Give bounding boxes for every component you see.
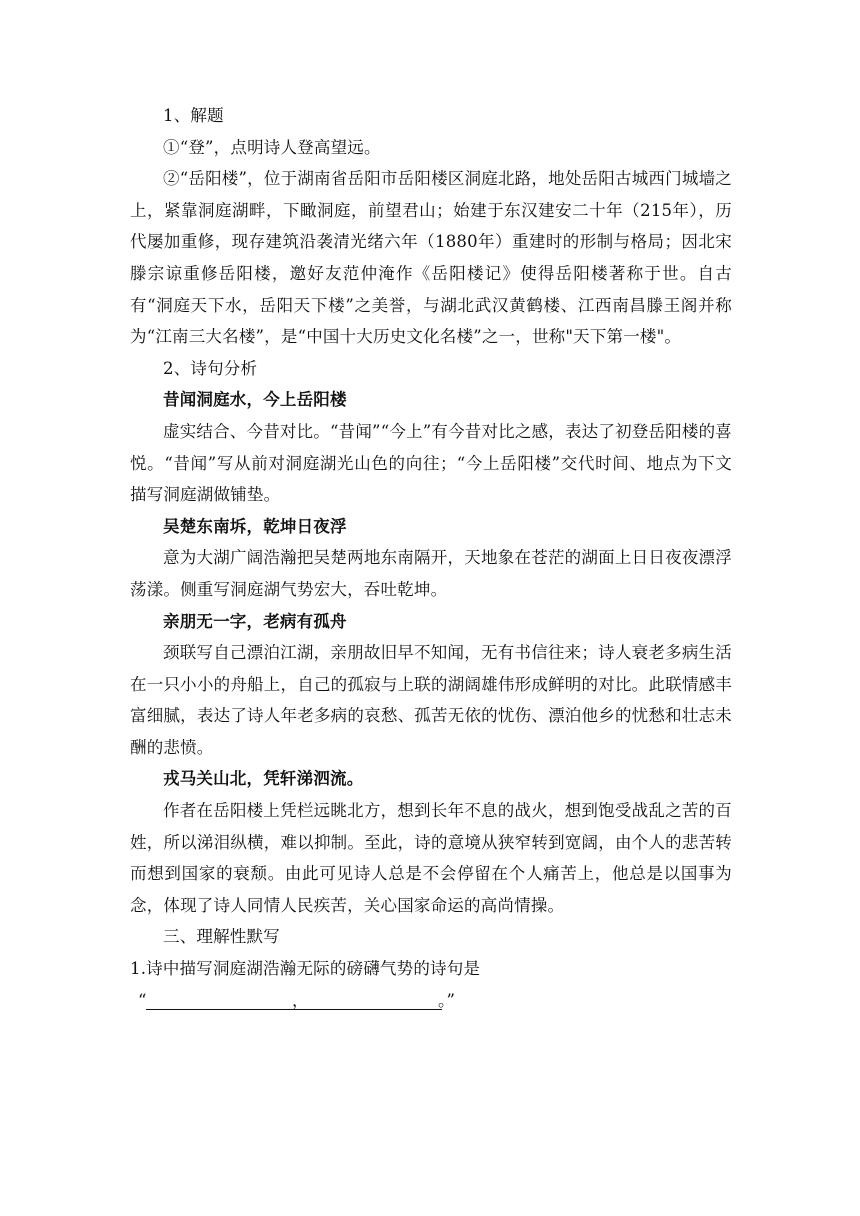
section-heading-3: 三、理解性默写 <box>163 927 280 947</box>
verse-line-3: 亲朋无一字，老病有孤舟 <box>163 611 347 631</box>
verse-analysis-4: 作者在岳阳楼上凭栏远眺北方，想到长年不息的战火，想到饱受战乱之苦的百姓，所以涕泪纵横，难以抑制。至此，诗的意境从狭窄转到宽阔，由个人的悲苦转而想到国家的衰颓。由此可见诗人总是不会停留在个人痛苦上，他总是以国事为念，体现了诗人同情人民疾苦，关心国家命运的高尚情操。 <box>130 801 732 915</box>
answer-comma: ， <box>292 990 309 1010</box>
verse-analysis-1: 虚实结合、今昔对比。“昔闻”“今上”有今昔对比之感，表达了初登岳阳楼的喜悦。“昔闻”写从前对洞庭湖光山色的向往；“今上岳阳楼”交代时间、地点为下文描写洞庭湖做铺垫。 <box>130 421 732 505</box>
dictation-question-1: 1.诗中描写洞庭湖浩瀚无际的磅礴气势的诗句是 <box>130 959 481 979</box>
answer-blank-2[interactable] <box>308 1009 442 1010</box>
verse-analysis-2: 意为大湖广阔浩瀚把吴楚两地东南隔开，天地象在苍茫的湖面上日日夜夜漂浮荡漾。侧重写洞庭湖气势宏大，吞吐乾坤。 <box>130 548 732 599</box>
section-heading-2: 2、诗句分析 <box>163 358 258 378</box>
paragraph-deng: ①“登”，点明诗人登高望远。 <box>163 137 381 157</box>
section-heading-1: 1、解题 <box>163 106 224 125</box>
document-body <box>130 100 732 1016</box>
verse-analysis-3: 颈联写自己漂泊江湖，亲朋故旧早不知闻，无有书信往来；诗人衰老多病生活在一只小小的舟船上，自己的孤寂与上联的湖阔雄伟形成鲜明的对比。此联情感丰富细腻，表达了诗人年老多病的哀愁、孤苦无依的忧伤、漂泊他乡的忧愁和壮志未酬的悲愤。 <box>130 643 732 757</box>
verse-line-2: 吴楚东南坼，乾坤日夜浮 <box>163 516 347 536</box>
answer-open-quote: “ <box>138 990 147 1010</box>
dictation-answer-line <box>130 985 732 1017</box>
verse-line-4: 戎马关山北，凭轩涕泗流。 <box>163 769 364 789</box>
answer-close-punct: 。” <box>438 990 456 1010</box>
paragraph-yueyanglou: ②“岳阳楼”，位于湖南省岳阳市岳阳楼区洞庭北路，地处岳阳古城西门城墙之上，紧靠洞庭湖畔，下瞰洞庭，前望君山；始建于东汉建安二十年（215年），历代屡加重修，现存建筑沿袭清光绪六年（1880年）重建时的形制与格局；因北宋滕宗谅重修岳阳楼，邀好友范仲淹作《岳阳楼记》使得岳阳楼著称于世。自古有“洞庭天下水，岳阳天下楼”之美誉，与湖北武汉黄鹤楼、江西南昌滕王阁并称为“江南三大名楼”，是“中国十大历史文化名楼”之一，世称"天下第一楼"。 <box>130 169 732 347</box>
verse-line-1: 昔闻洞庭水，今上岳阳楼 <box>163 390 347 410</box>
